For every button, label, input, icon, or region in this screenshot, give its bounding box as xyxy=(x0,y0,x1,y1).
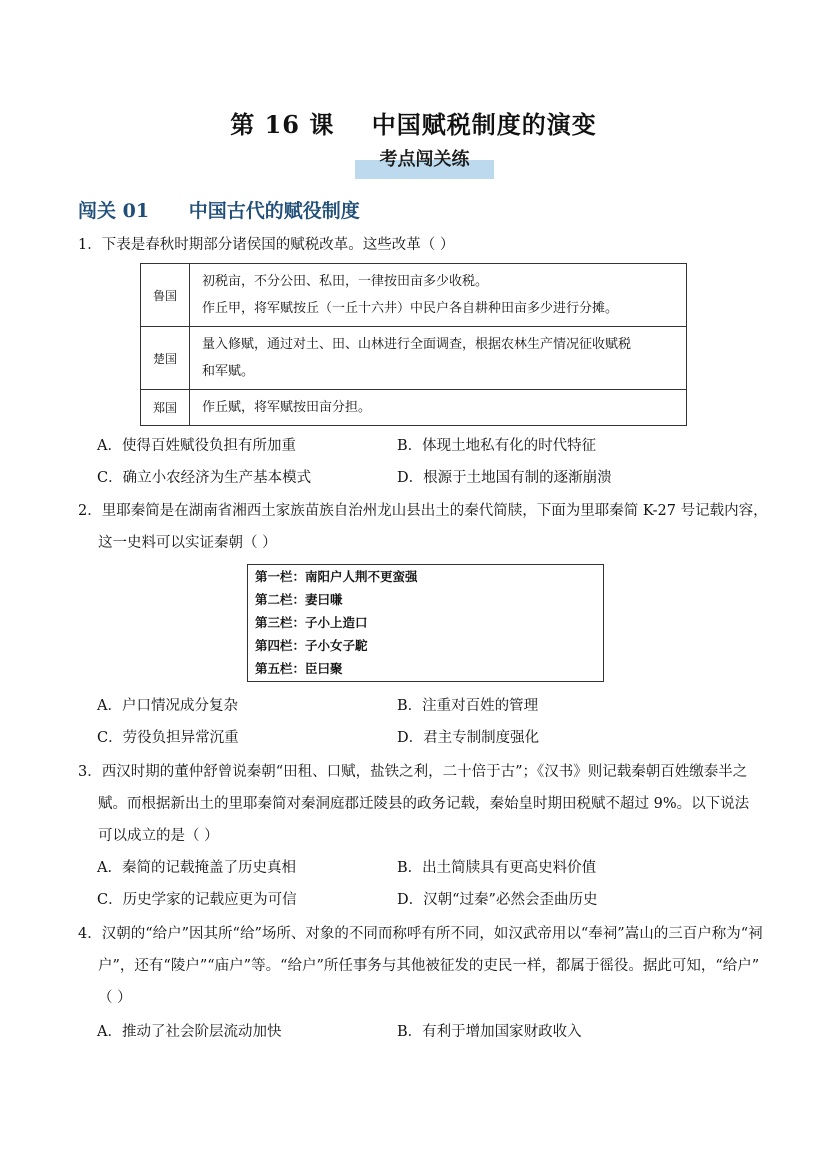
table-row xyxy=(141,327,687,390)
question-stem-line: 1．下表是春秋时期部分诸侯国的赋税改革。这些改革（ ） xyxy=(78,237,455,253)
question-3-stem xyxy=(78,756,778,852)
question-1-option-a[interactable]: A．使得百姓赋役负担有所加重 xyxy=(97,438,296,454)
question-1-stem xyxy=(78,229,758,261)
section-heading: 闯关 01 中国古代的赋役制度 xyxy=(78,200,360,222)
question-4-option-b[interactable]: B．有利于增加国家财政收入 xyxy=(397,1024,582,1040)
question-4-stem xyxy=(78,918,778,1014)
table-cell-state: 鲁国 xyxy=(141,264,190,327)
question-2-option-a[interactable]: A．户口情况成分复杂 xyxy=(97,698,238,714)
table-cell-line: 和军赋。 xyxy=(202,364,255,379)
table-cell-line: 量入修赋，通过对土、田、山林进行全面调查，根据农林生产情况征收赋税 xyxy=(202,337,632,352)
question-2-option-d[interactable]: D．君主专制制度强化 xyxy=(397,730,540,746)
question-4-option-a[interactable]: A．推动了社会阶层流动加快 xyxy=(97,1024,282,1040)
table-cell-line: 作丘赋，将军赋按田亩分担。 xyxy=(202,400,372,415)
slip-line: 第三栏：子小上造口 xyxy=(255,615,368,630)
table-cell-line: 初税亩，不分公田、私田，一律按田亩多少收税。 xyxy=(202,274,489,289)
bamboo-slip-transcript xyxy=(247,564,604,682)
table-row xyxy=(141,264,687,327)
question-stem-line: 2．里耶秦简是在湖南省湘西土家族苗族自治州龙山县出土的秦代简牍，下面为里耶秦简 K-27 号记载内容， xyxy=(78,503,768,519)
question-stem-line: 4．汉朝的“给户”因其所“给”场所、对象的不同而称呼有所不同，如汉武帝用以“奉祠”嵩山的三百户称为“祠 xyxy=(78,926,763,942)
question-3-option-b[interactable]: B．出土简牍具有更高史料价值 xyxy=(397,860,597,876)
question-stem-line: 可以成立的是（ ） xyxy=(98,828,219,844)
table-row xyxy=(141,390,687,426)
question-2-option-c[interactable]: C．劳役负担异常沉重 xyxy=(97,730,239,746)
question-2-option-b[interactable]: B．注重对百姓的管理 xyxy=(397,698,539,714)
tax-reform-table xyxy=(140,263,687,426)
slip-line: 第四栏：子小女子駝 xyxy=(255,638,368,653)
question-stem-line: 3．西汉时期的董仲舒曾说秦朝“田租、口赋，盐铁之利，二十倍于古”；《汉书》则记载秦朝百姓缴泰半之 xyxy=(78,764,748,780)
page-title: 第 16 课 中国赋税制度的演变 xyxy=(230,110,597,139)
slip-line: 第一栏：南阳户人荆不更蛮强 xyxy=(255,569,418,584)
table-cell-content xyxy=(190,327,687,390)
question-1-option-c[interactable]: C．确立小农经济为生产基本模式 xyxy=(97,470,312,486)
question-3-option-a[interactable]: A．秦简的记载掩盖了历史真相 xyxy=(97,860,296,876)
question-1-option-b[interactable]: B．体现土地私有化的时代特征 xyxy=(397,438,597,454)
slip-line: 第五栏：臣曰聚 xyxy=(255,661,343,676)
table-cell-content xyxy=(190,390,687,426)
question-3-option-d[interactable]: D．汉朝“过秦”必然会歪曲历史 xyxy=(397,892,598,908)
slip-line: 第二栏：妻曰嗛 xyxy=(255,592,343,607)
question-stem-line: 这一史料可以实证秦朝（ ） xyxy=(98,535,277,551)
question-stem-line: 赋。而根据新出土的里耶秦简对秦洞庭郡迁陵县的政务记载，秦始皇时期田税赋不超过 9%。以下说法 xyxy=(98,796,750,812)
question-3-option-c[interactable]: C．历史学家的记载应更为可信 xyxy=(97,892,297,908)
question-stem-line: （ ） xyxy=(98,990,132,1006)
badge-label: 考点闯关练 xyxy=(379,149,470,170)
question-1-option-d[interactable]: D．根源于土地国有制的逐渐崩溃 xyxy=(397,470,612,486)
question-stem-line: 户”，还有“陵户”“庙户”等。“给户”所任事务与其他被征发的吏民一样，都属于徭役。据此可知，“给户” xyxy=(98,958,760,974)
question-2-stem xyxy=(78,495,778,559)
table-cell-state: 楚国 xyxy=(141,327,190,390)
table-cell-line: 作丘甲，将军赋按丘（一丘十六井）中民户各自耕种田亩多少进行分摊。 xyxy=(202,301,619,316)
table-cell-content xyxy=(190,264,687,327)
section-badge xyxy=(355,146,494,179)
table-cell-state: 郑国 xyxy=(141,390,190,426)
